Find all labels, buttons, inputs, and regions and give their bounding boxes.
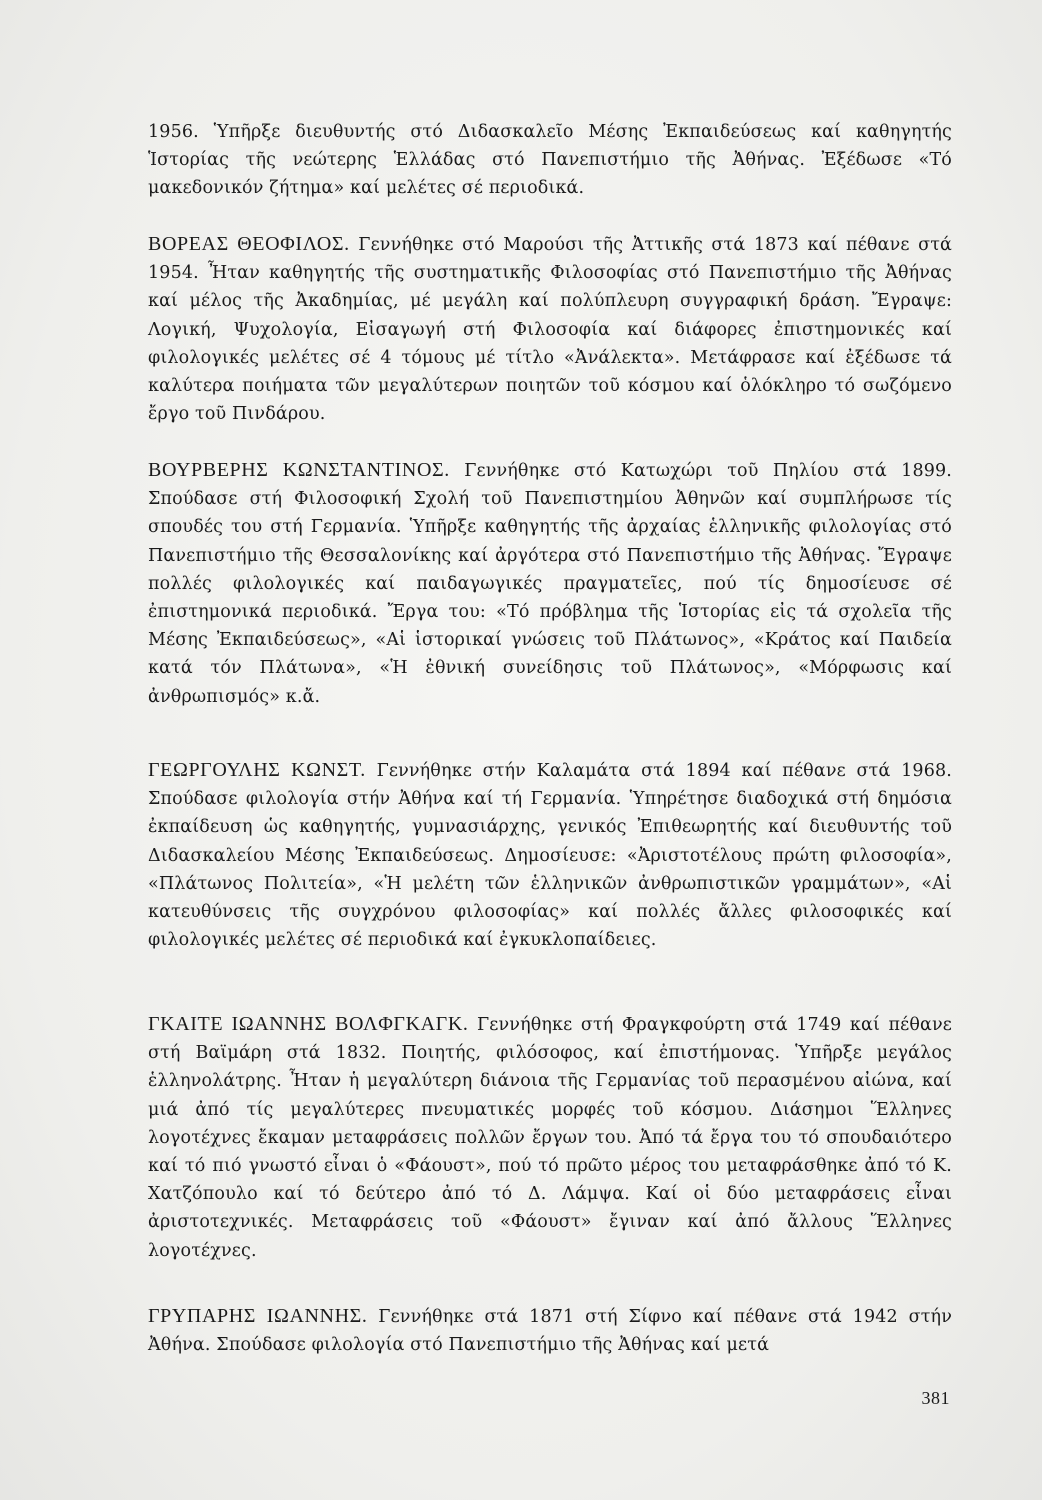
entry-georgoulis — [148, 756, 952, 954]
entry-text: Γεννήθηκε στήν Καλαμάτα στά 1894 καί πέθανε στά 1968. Σπούδασε φιλολογία στήν Ἀθήνα καί τή Γερμανία. Ὑπηρέτησε διαδοχικά στή δημόσια ἐκπαίδευση ὡς καθηγητής, γυμνασιάρχης, γενικός Ἐπιθεωρητής καί διευθυντής τοῦ Διδασκαλείου Μέσης Ἐκπαιδεύσεως. Δημοσίευσε: «Ἀριστοτέλους πρώτη φιλοσοφία», «Πλάτωνος Πολιτεία», «Ἡ μελέτη τῶν ἑλληνικῶν ἀνθρωπιστικῶν γραμμάτων», «Αἱ κατευθύνσεις τῆς συγχρόνου φιλοσοφίας» καί πολλές ἄλλες φιλοσοφικές καί φιλολογικές μελέτες σέ περιοδικά καί ἐγκυκλοπαίδειες. — [148, 761, 952, 951]
entry-text: Γεννήθηκε στή Φραγκφούρτη στά 1749 καί πέθανε στή Βαϊμάρη στά 1832. Ποιητής, φιλόσοφος, καί ἐπιστήμονας. Ὑπῆρξε μεγάλος ἑλληνολάτρης. Ἦταν ἡ μεγαλύτερη διάνοια τῆς Γερμανίας τοῦ περασμένου αἰώνα, καί μιά ἀπό τίς μεγαλύτερες πνευματικές μορφές τοῦ κόσμου. Διάσημοι Ἕλληνες λογοτέχνες ἔκαμαν μεταφράσεις πολλῶν ἔργων του. Ἀπό τά ἔργα του τό σπουδαιότερο καί τό πιό γνωστό εἶναι ὁ «Φάουστ», πού τό πρῶτο μέρος του μεταφράσθηκε ἀπό τό Κ. Χατζόπουλο καί τό δεύτερο ἀπό τό Δ. Λάμψα. Καί οἱ δύο μεταφράσεις εἶναι ἀριστοτεχνικές. Μεταφράσεις τοῦ «Φάουστ» ἔγιναν καί ἀπό ἄλλους Ἕλληνες λογοτέχνες. — [148, 1015, 952, 1261]
entry-text: Γεννήθηκε στό Κατωχώρι τοῦ Πηλίου στά 1899. Σπούδασε στή Φιλοσοφική Σχολή τοῦ Πανεπιστημίου Ἀθηνῶν καί συμπλήρωσε τίς σπουδές του στή Γερμανία. Ὑπῆρξε καθηγητής τῆς ἀρχαίας ἑλληνικῆς φιλολογίας στό Πανεπιστήμιο τῆς Θεσσαλονίκης καί ἀργότερα στό Πανεπιστήμιο τῆς Ἀθήνας. Ἔγραψε πολλές φιλολογικές καί παιδαγωγικές πραγματεῖες, πού τίς δημοσίευσε σέ ἐπιστημονικά περιοδικά. Ἔργα του: «Τό πρόβλημα τῆς Ἱστορίας εἰς τά σχολεῖα τῆς Μέσης Ἐκπαιδεύσεως», «Αἱ ἱστορικαί γνώσεις τοῦ Πλάτωνος», «Κράτος καί Παιδεία κατά τόν Πλάτωνα», «Ἡ ἐθνική συνείδησις τοῦ Πλάτωνος», «Μόρφωσις καί ἀνθρωπισμός» κ.ἄ. — [148, 461, 953, 707]
entry-text: Γεννήθηκε στά 1871 στή Σίφνο καί πέθανε στά 1942 στήν Ἀθήνα. Σπούδασε φιλολογία στό Πανεπιστήμιο τῆς Ἀθήνας καί μετά — [148, 1307, 952, 1356]
entry-text: Γεννήθηκε στό Μαρούσι τῆς Ἀττικῆς στά 1873 καί πέθανε στά 1954. Ἦταν καθηγητής τῆς συστηματικῆς Φιλοσοφίας στό Πανεπιστήμιο τῆς Ἀθήνας καί μέλος τῆς Ἀκαδημίας, μέ μεγάλη καί πολύπλευρη συγγραφική δράση. Ἔγραψε: Λογική, Ψυχολογία, Εἰσαγωγή στή Φιλοσοφία καί διάφορες ἐπιστημονικές καί φιλολογικές μελέτες σέ 4 τόμους μέ τίτλο «Ἀνάλεκτα». Μετάφρασε καί ἐξέδωσε τά καλύτερα ποιήματα τῶν μεγαλύτερων ποιητῶν τοῦ κόσμου καί ὁλόκληρο τό σωζόμενο ἔργο τοῦ Πινδάρου. — [148, 235, 952, 425]
page-number: 381 — [921, 1388, 950, 1408]
entry-name: ΒΟΡΕΑΣ ΘΕΟΦΙΛΟΣ. — [148, 233, 350, 255]
entry-voreas — [148, 230, 952, 428]
entry-continuation — [148, 118, 952, 203]
entry-text: 1956. Ὑπῆρξε διευθυντής στό Διδασκαλεῖο Μέσης Ἐκπαιδεύσεως καί καθηγητής Ἱστορίας τῆς νεώτερης Ἑλλάδας στό Πανεπιστήμιο τῆς Ἀθήνας. Ἐξέδωσε «Τό μακεδονικόν ζήτημα» καί μελέτες σέ περιοδικά. — [148, 122, 952, 199]
entry-name: ΒΟΥΡΒΕΡΗΣ ΚΩΝΣΤΑΝΤΙΝΟΣ. — [148, 459, 450, 481]
entry-goethe — [148, 1010, 952, 1265]
entry-name: ΓΡΥΠΑΡΗΣ ΙΩΑΝΝΗΣ. — [148, 1305, 368, 1327]
entry-vourveris — [148, 456, 952, 711]
entry-name: ΓΚΑΙΤΕ ΙΩΑΝΝΗΣ ΒΟΛΦΓΚΑΓΚ. — [148, 1013, 469, 1035]
entry-name: ΓΕΩΡΓΟΥΛΗΣ ΚΩΝΣΤ. — [148, 759, 366, 781]
entry-gryparis — [148, 1302, 952, 1359]
